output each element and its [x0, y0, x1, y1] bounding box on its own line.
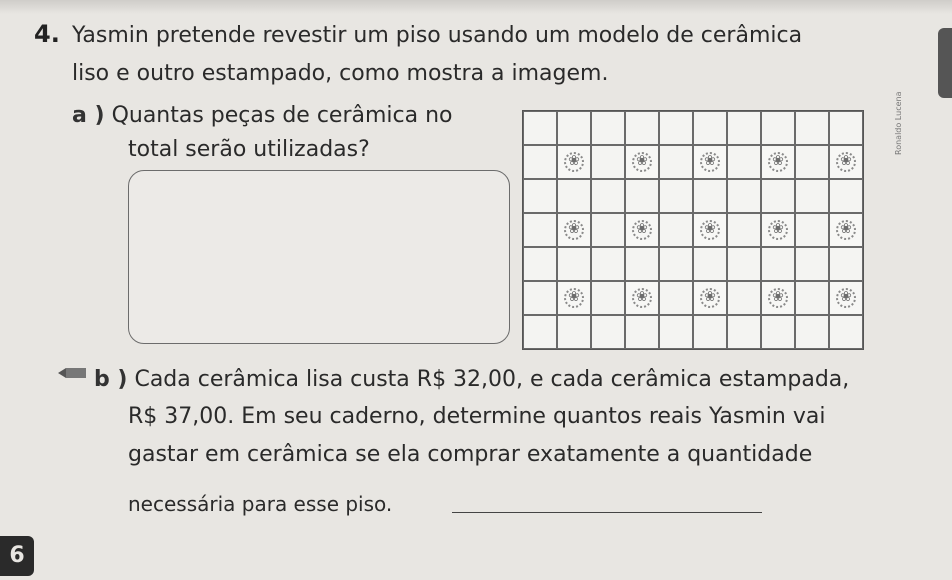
- pencil-icon: [58, 367, 88, 379]
- tile-patterned: [693, 281, 727, 315]
- tile-plain: [659, 213, 693, 247]
- tile-plain: [591, 145, 625, 179]
- tile-plain: [659, 315, 693, 349]
- tile-plain: [523, 281, 557, 315]
- tile-plain: [659, 145, 693, 179]
- tile-plain: [727, 111, 761, 145]
- tile-plain: [727, 247, 761, 281]
- tile-patterned: [829, 213, 863, 247]
- tile-plain: [625, 247, 659, 281]
- tile-plain: [829, 315, 863, 349]
- tile-plain: [591, 213, 625, 247]
- question-intro-line2: liso e outro estampado, como mostra a imagem.: [72, 61, 609, 86]
- tile-plain: [659, 247, 693, 281]
- tile-plain: [795, 247, 829, 281]
- tile-patterned: [557, 281, 591, 315]
- tile-plain: [727, 179, 761, 213]
- tile-patterned: [625, 213, 659, 247]
- tile-plain: [727, 315, 761, 349]
- part-a-line1: [72, 102, 453, 130]
- tile-patterned: [761, 281, 795, 315]
- part-b-line1: [94, 366, 849, 394]
- tile-plain: [659, 111, 693, 145]
- tile-patterned: [693, 145, 727, 179]
- tile-plain: [761, 315, 795, 349]
- part-b-line2: R$ 37,00. Em seu caderno, determine quantos reais Yasmin vai: [128, 404, 826, 429]
- tile-plain: [693, 179, 727, 213]
- part-b-text: Cada cerâmica lisa custa R$ 32,00, e cada cerâmica estampada,: [134, 367, 850, 392]
- tile-plain: [795, 179, 829, 213]
- tile-plain: [761, 179, 795, 213]
- part-b-line3: gastar em cerâmica se ela comprar exatamente a quantidade: [128, 442, 813, 467]
- tile-plain: [523, 315, 557, 349]
- floor-tile-grid: [522, 110, 864, 350]
- page-number: 6: [0, 536, 34, 576]
- tile-plain: [557, 247, 591, 281]
- tile-patterned: [625, 145, 659, 179]
- tile-plain: [625, 179, 659, 213]
- tile-plain: [795, 111, 829, 145]
- tile-plain: [625, 111, 659, 145]
- part-a-label: a ): [72, 103, 105, 128]
- tile-patterned: [761, 213, 795, 247]
- tile-plain: [591, 111, 625, 145]
- page-side-tab: [938, 28, 952, 98]
- tile-plain: [829, 247, 863, 281]
- tile-plain: [727, 145, 761, 179]
- tile-plain: [557, 179, 591, 213]
- part-b-label: b ): [94, 367, 128, 392]
- tile-plain: [557, 111, 591, 145]
- tile-plain: [557, 315, 591, 349]
- tile-plain: [795, 145, 829, 179]
- tile-patterned: [761, 145, 795, 179]
- page-top-edge: [0, 0, 952, 14]
- tile-plain: [761, 111, 795, 145]
- tile-plain: [761, 247, 795, 281]
- tile-plain: [795, 213, 829, 247]
- tile-plain: [659, 281, 693, 315]
- tile-plain: [523, 179, 557, 213]
- tile-plain: [727, 281, 761, 315]
- tile-plain: [693, 315, 727, 349]
- tile-patterned: [625, 281, 659, 315]
- tile-plain: [693, 247, 727, 281]
- tile-plain: [523, 213, 557, 247]
- part-a-text: Quantas peças de cerâmica no: [111, 103, 453, 128]
- part-b-line4: necessária para esse piso.: [128, 492, 393, 516]
- tile-plain: [591, 179, 625, 213]
- tile-plain: [727, 213, 761, 247]
- tile-plain: [795, 315, 829, 349]
- tile-patterned: [829, 281, 863, 315]
- tile-plain: [591, 281, 625, 315]
- tile-plain: [523, 145, 557, 179]
- question-intro-line1: Yasmin pretende revestir um piso usando um modelo de cerâmica: [72, 23, 803, 48]
- tile-plain: [591, 247, 625, 281]
- tile-plain: [829, 111, 863, 145]
- tile-patterned: [557, 213, 591, 247]
- tile-plain: [659, 179, 693, 213]
- tile-plain: [523, 247, 557, 281]
- tile-patterned: [557, 145, 591, 179]
- tile-plain: [523, 111, 557, 145]
- part-a-line2: total serão utilizadas?: [128, 137, 370, 162]
- answer-blank-line[interactable]: [452, 512, 762, 513]
- answer-box[interactable]: [128, 170, 510, 344]
- tile-plain: [625, 315, 659, 349]
- tile-patterned: [693, 213, 727, 247]
- tile-patterned: [829, 145, 863, 179]
- tile-plain: [795, 281, 829, 315]
- tile-plain: [829, 179, 863, 213]
- image-credit: Ronaldo Lucena: [894, 91, 903, 155]
- tile-plain: [693, 111, 727, 145]
- tile-plain: [591, 315, 625, 349]
- question-number: 4.: [34, 20, 60, 48]
